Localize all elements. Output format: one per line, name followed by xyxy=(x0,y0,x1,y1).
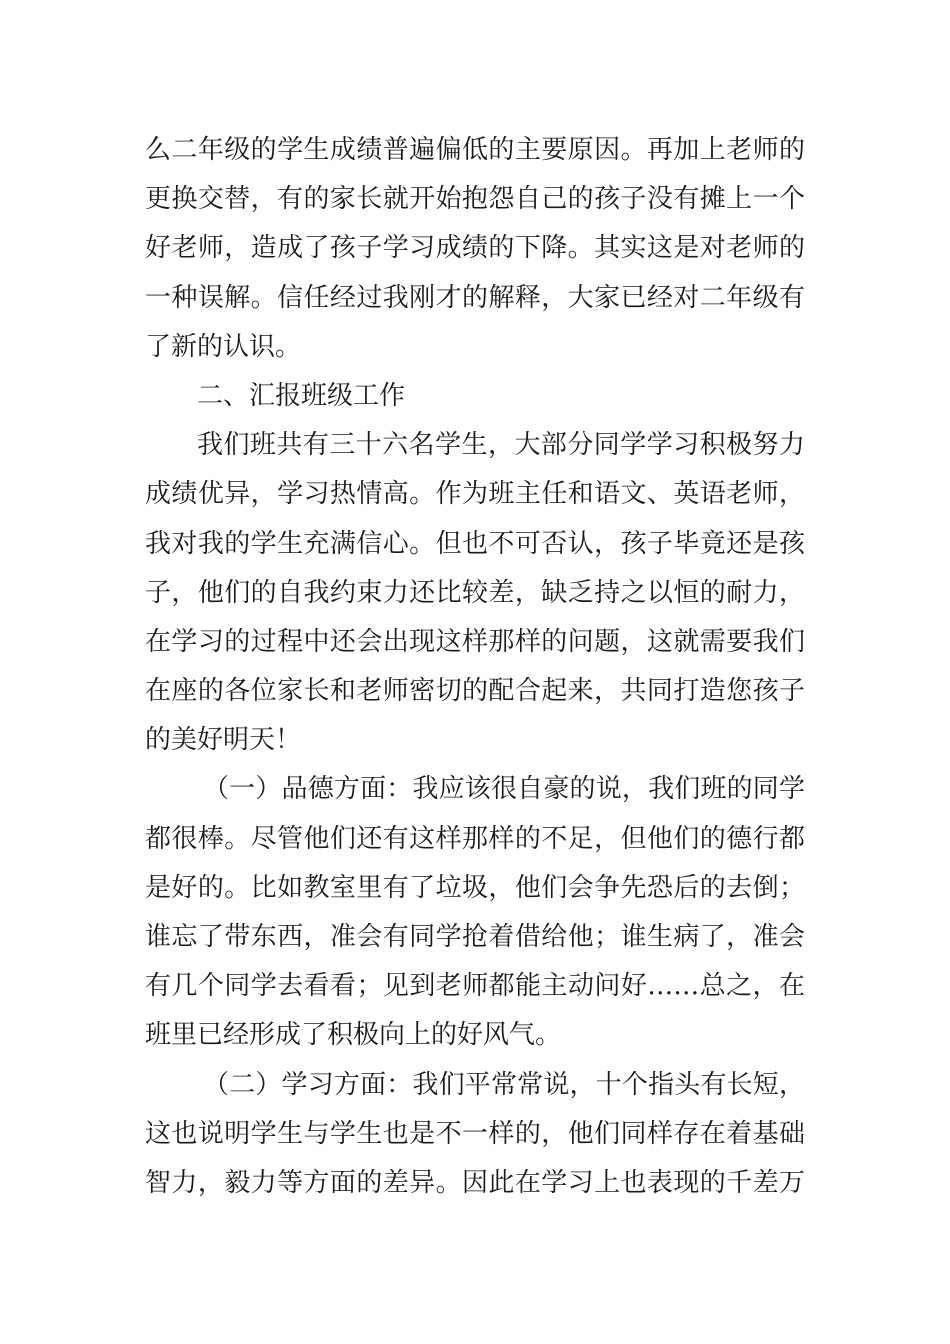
text-line: 有几个同学去看看；见到老师都能主动问好……总之，在 xyxy=(145,971,805,1002)
text-line: 子，他们的自我约束力还比较差，缺乏持之以恒的耐力， xyxy=(145,577,805,608)
text-line: 更换交替，有的家长就开始抱怨自己的孩子没有摊上一个 xyxy=(145,184,805,215)
text-line: 这也说明学生与学生也是不一样的，他们同样存在着基础 xyxy=(145,1118,805,1149)
text-line: 谁忘了带东西，准会有同学抢着借给他；谁生病了，准会 xyxy=(145,922,805,952)
text-line: 的美好明天！ xyxy=(145,725,302,756)
text-line: 我们班共有三十六名学生，大部分同学学习积极努力 xyxy=(197,430,805,461)
text-line: 好老师，造成了孩子学习成绩的下降。其实这是对老师的 xyxy=(145,233,805,264)
text-line: 么二年级的学生成绩普遍偏低的主要原因。再加上老师的 xyxy=(145,135,805,165)
section-heading: 二、汇报班级工作 xyxy=(197,380,406,411)
text-line: 了新的认识。 xyxy=(145,331,302,362)
text-line: 智力，毅力等方面的差异。因此在学习上也表现的千差万 xyxy=(145,1167,805,1198)
text-line: 班里已经形成了积极向上的好风气。 xyxy=(145,1020,562,1051)
text-line: 成绩优异，学习热情高。作为班主任和语文、英语老师， xyxy=(145,479,805,510)
text-line: 都很棒。尽管他们还有这样那样的不足，但他们的德行都 xyxy=(145,823,805,854)
text-line: 一种误解。信任经过我刚才的解释，大家已经对二年级有 xyxy=(145,282,805,313)
text-line: （一）品德方面：我应该很自豪的说，我们班的同学 xyxy=(203,774,805,805)
text-line: 在学习的过程中还会出现这样那样的问题，这就需要我们 xyxy=(145,626,805,657)
text-line: （二）学习方面：我们平常常说，十个指头有长短， xyxy=(203,1069,805,1100)
document-body xyxy=(145,126,805,1208)
text-line: 我对我的学生充满信心。但也不可否认，孩子毕竟还是孩 xyxy=(145,528,805,559)
text-line: 在座的各位家长和老师密切的配合起来，共同打造您孩子 xyxy=(145,676,805,707)
text-line: 是好的。比如教室里有了垃圾，他们会争先恐后的去倒； xyxy=(145,872,805,903)
